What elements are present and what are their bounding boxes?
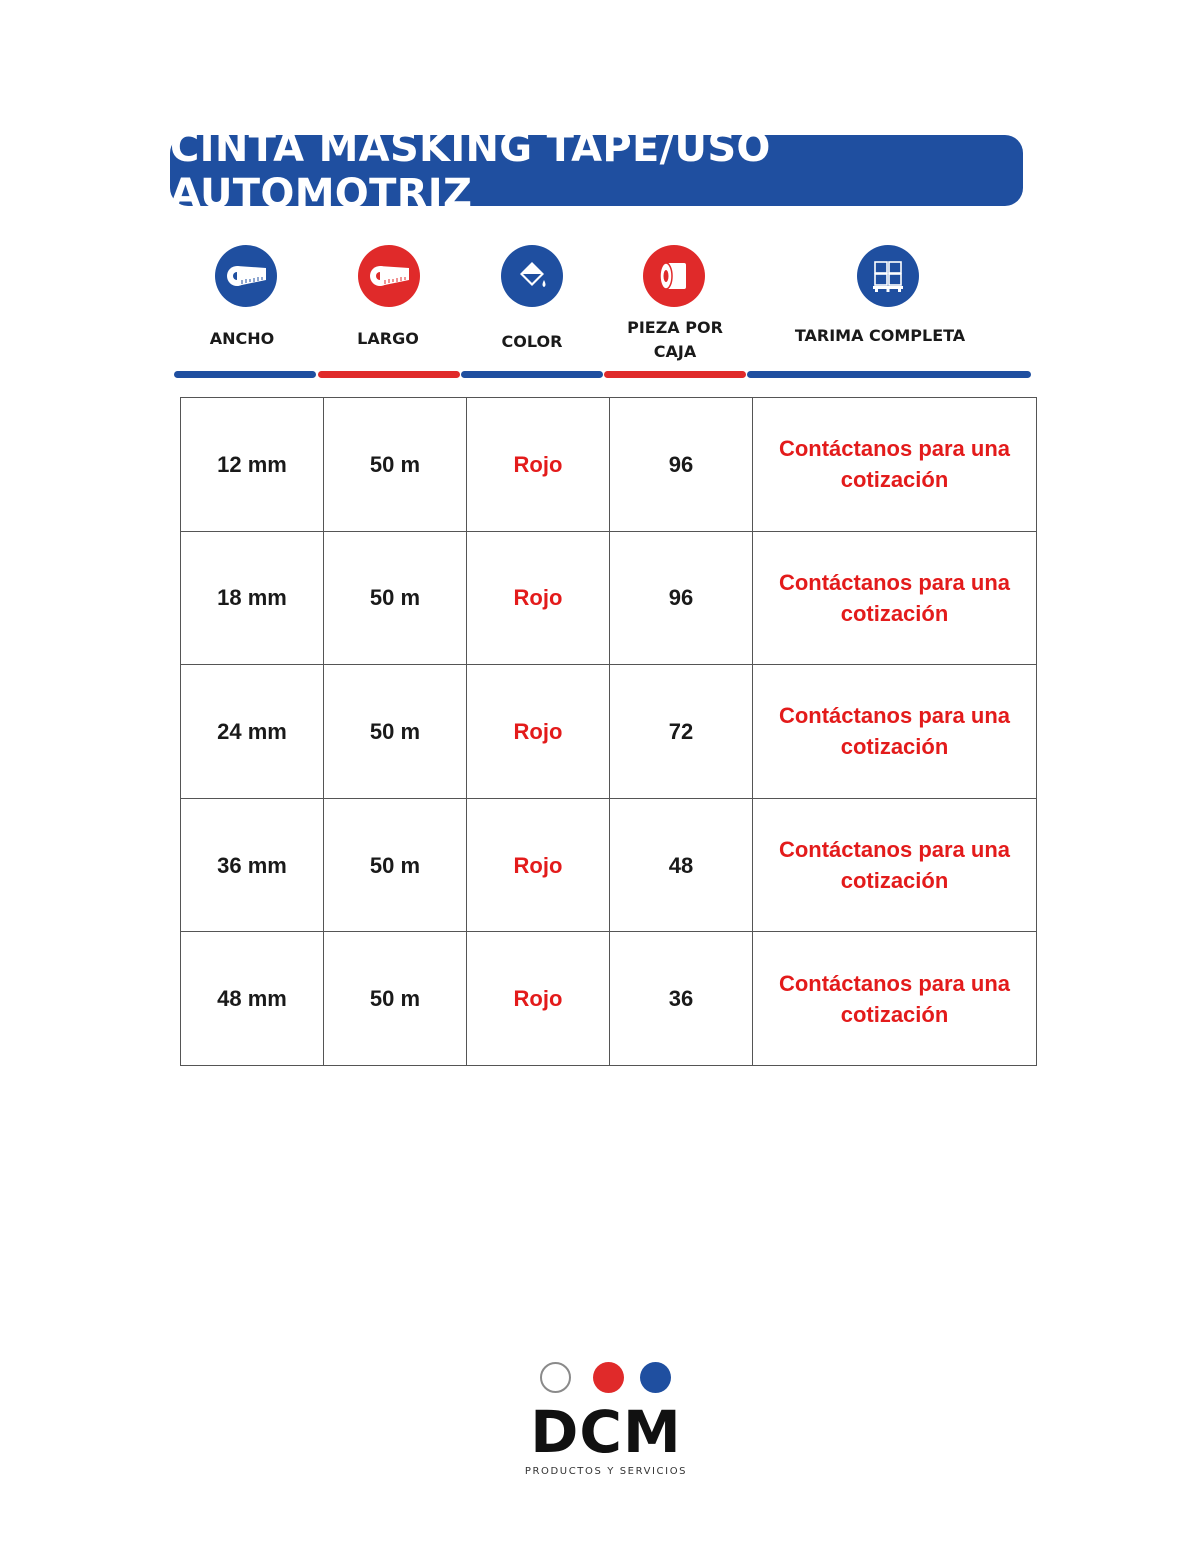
cell-pieza-por-caja: 36 [610,932,753,1066]
table-row [181,531,1037,665]
title-banner [170,124,1023,217]
divider [174,371,316,378]
cell-largo: 50 m [324,665,467,799]
column-label-pieza-por-caja: PIEZA POR CAJA [627,318,723,361]
tarima-text-line: Contáctanos para una [778,970,1011,996]
tarima-text-line: cotización [840,1001,949,1027]
cell-tarima-completa [753,398,1037,532]
cell-pieza-por-caja: 96 [610,531,753,665]
tarima-text-line: Contáctanos para una [778,837,1011,863]
tarima-text-line: cotización [840,600,949,626]
cell-color: Rojo [467,531,610,665]
logo-dot-blue [640,1362,671,1393]
table-row [181,798,1037,932]
pallet-boxes-icon [857,245,919,307]
column-label-color: COLOR [501,332,563,351]
divider [318,371,460,378]
measuring-tape-icon [358,245,420,307]
cell-ancho: 48 mm [181,932,324,1066]
cell-largo: 50 m [324,531,467,665]
column-label-ancho: ANCHO [209,329,275,348]
tarima-text-line: Contáctanos para una [778,436,1011,462]
logo-dot-white [540,1362,571,1393]
tarima-text-line: Contáctanos para una [778,569,1011,595]
cell-ancho: 12 mm [181,398,324,532]
cell-pieza-por-caja: 72 [610,665,753,799]
measuring-tape-icon [215,245,277,307]
spec-table [180,397,1037,1066]
tape-roll-icon [643,245,705,307]
table-row [181,932,1037,1066]
table-row [181,665,1037,799]
logo-dots [540,1362,675,1394]
tarima-text-line: cotización [840,467,949,493]
cell-ancho: 36 mm [181,798,324,932]
column-label-largo: LARGO [357,329,419,348]
cell-largo: 50 m [324,932,467,1066]
cell-color: Rojo [467,398,610,532]
cell-tarima-completa [753,798,1037,932]
cell-color: Rojo [467,665,610,799]
divider [604,371,746,378]
logo-dot-red [593,1362,624,1393]
column-label-tarima-completa: TARIMA COMPLETA [794,326,966,345]
logo-name: DCM [530,1398,682,1466]
cell-pieza-por-caja: 96 [610,398,753,532]
cell-ancho: 18 mm [181,531,324,665]
cell-pieza-por-caja: 48 [610,798,753,932]
cell-tarima-completa [753,531,1037,665]
cell-largo: 50 m [324,798,467,932]
tarima-text-line: cotización [840,734,949,760]
paint-bucket-icon [501,245,563,307]
cell-ancho: 24 mm [181,665,324,799]
divider [461,371,603,378]
divider [747,371,1031,378]
logo-subtitle: PRODUCTOS Y SERVICIOS [524,1466,688,1477]
cell-largo: 50 m [324,398,467,532]
cell-color: Rojo [467,798,610,932]
table-row [181,398,1037,532]
cell-tarima-completa [753,665,1037,799]
cell-tarima-completa [753,932,1037,1066]
cell-color: Rojo [467,932,610,1066]
tarima-text-line: Contáctanos para una [778,703,1011,729]
page-title: CINTA MASKING TAPE/USO AUTOMOTRIZ [170,124,771,217]
tarima-text-line: cotización [840,868,949,894]
